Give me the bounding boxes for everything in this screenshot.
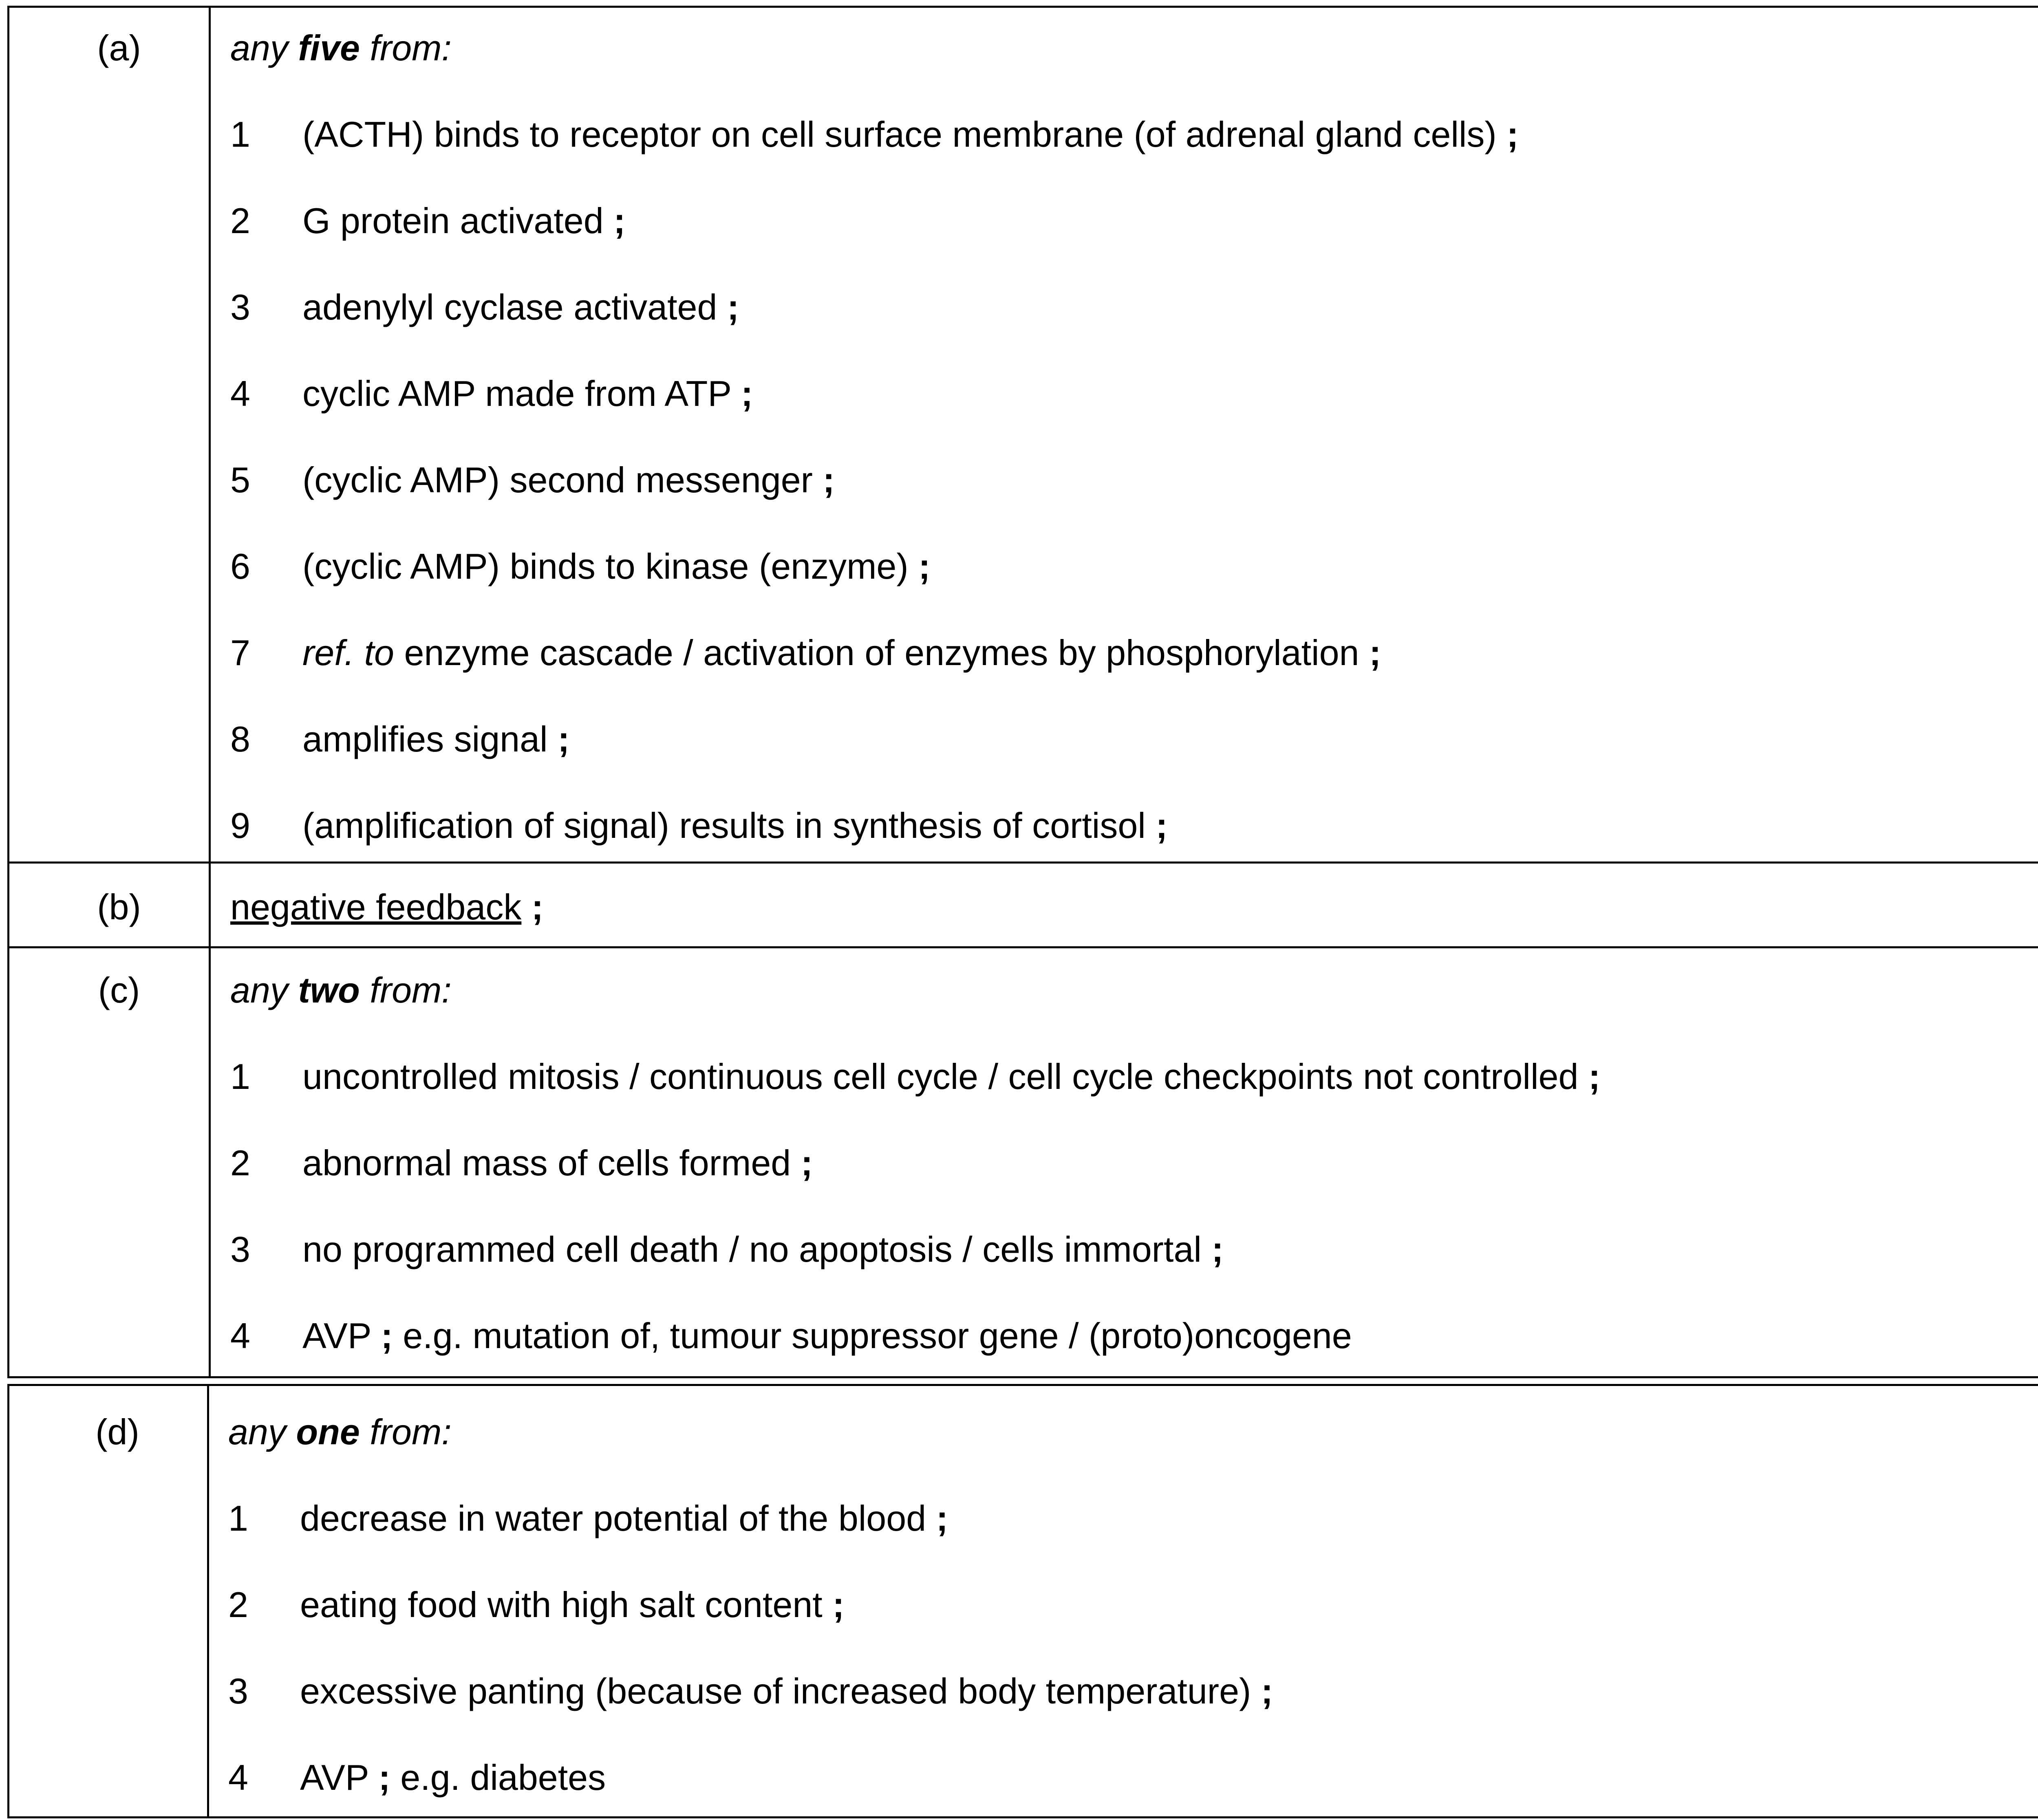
item-text: no programmed cell death / no apoptosis / cells immortal ; — [302, 1229, 1224, 1269]
section-label: (d) — [95, 1412, 139, 1452]
section-answer: negative feedback ; — [230, 887, 544, 927]
item-text: eating food with high salt content ; — [300, 1584, 845, 1625]
item-number: 2 — [230, 201, 250, 241]
item-text: G protein activated ; — [302, 201, 626, 241]
item-text: decrease in water potential of the blood ; — [300, 1498, 948, 1538]
item-number: 7 — [230, 632, 250, 673]
item-text: uncontrolled mitosis / continuous cell cycle / cell cycle checkpoints not controlled ; — [302, 1056, 1601, 1097]
item-number: 3 — [230, 1229, 250, 1269]
item-number: 9 — [230, 805, 250, 846]
section-label: (c) — [98, 970, 140, 1010]
item-text: AVP ; e.g. mutation of, tumour suppressor gene / (proto)oncogene — [302, 1315, 1352, 1356]
item-text: AVP ; e.g. diabetes — [300, 1757, 606, 1798]
item-number: 8 — [230, 719, 250, 759]
item-text: ref. to enzyme cascade / activation of enzymes by phosphorylation ; — [302, 632, 1381, 673]
row-divider-a-b — [7, 862, 2038, 864]
item-text: amplifies signal ; — [302, 719, 570, 759]
item-number: 2 — [228, 1584, 248, 1625]
item-text: excessive panting (because of increased body temperature) ; — [300, 1671, 1273, 1711]
item-number: 3 — [230, 287, 250, 327]
section-intro: any five from: — [230, 28, 452, 68]
item-number: 6 — [230, 546, 250, 586]
column-divider-label — [209, 6, 211, 1378]
section-label: (a) — [97, 28, 141, 68]
item-number: 2 — [230, 1143, 250, 1183]
item-number: 4 — [230, 1315, 250, 1356]
item-number: 4 — [228, 1757, 248, 1798]
item-text: (cyclic AMP) second messenger ; — [302, 460, 835, 500]
item-text: abnormal mass of cells formed ; — [302, 1143, 813, 1183]
item-text: (cyclic AMP) binds to kinase (enzyme) ; — [302, 546, 931, 586]
item-number: 3 — [228, 1671, 248, 1711]
item-number: 5 — [230, 460, 250, 500]
item-text: cyclic AMP made from ATP ; — [302, 373, 753, 414]
section-intro: any one from: — [228, 1412, 452, 1452]
item-number: 1 — [228, 1498, 248, 1538]
item-text: (amplification of signal) results in synthesis of cortisol ; — [302, 805, 1168, 846]
item-number: 4 — [230, 373, 250, 414]
item-text: (ACTH) binds to receptor on cell surface membrane (of adrenal gland cells) ; — [302, 114, 1519, 154]
item-number: 1 — [230, 114, 250, 154]
section-label: (b) — [97, 887, 141, 927]
item-text: adenylyl cyclase activated ; — [302, 287, 739, 327]
row-divider-b-c — [7, 946, 2038, 948]
item-number: 1 — [230, 1056, 250, 1097]
section-intro: any two from: — [230, 970, 452, 1010]
